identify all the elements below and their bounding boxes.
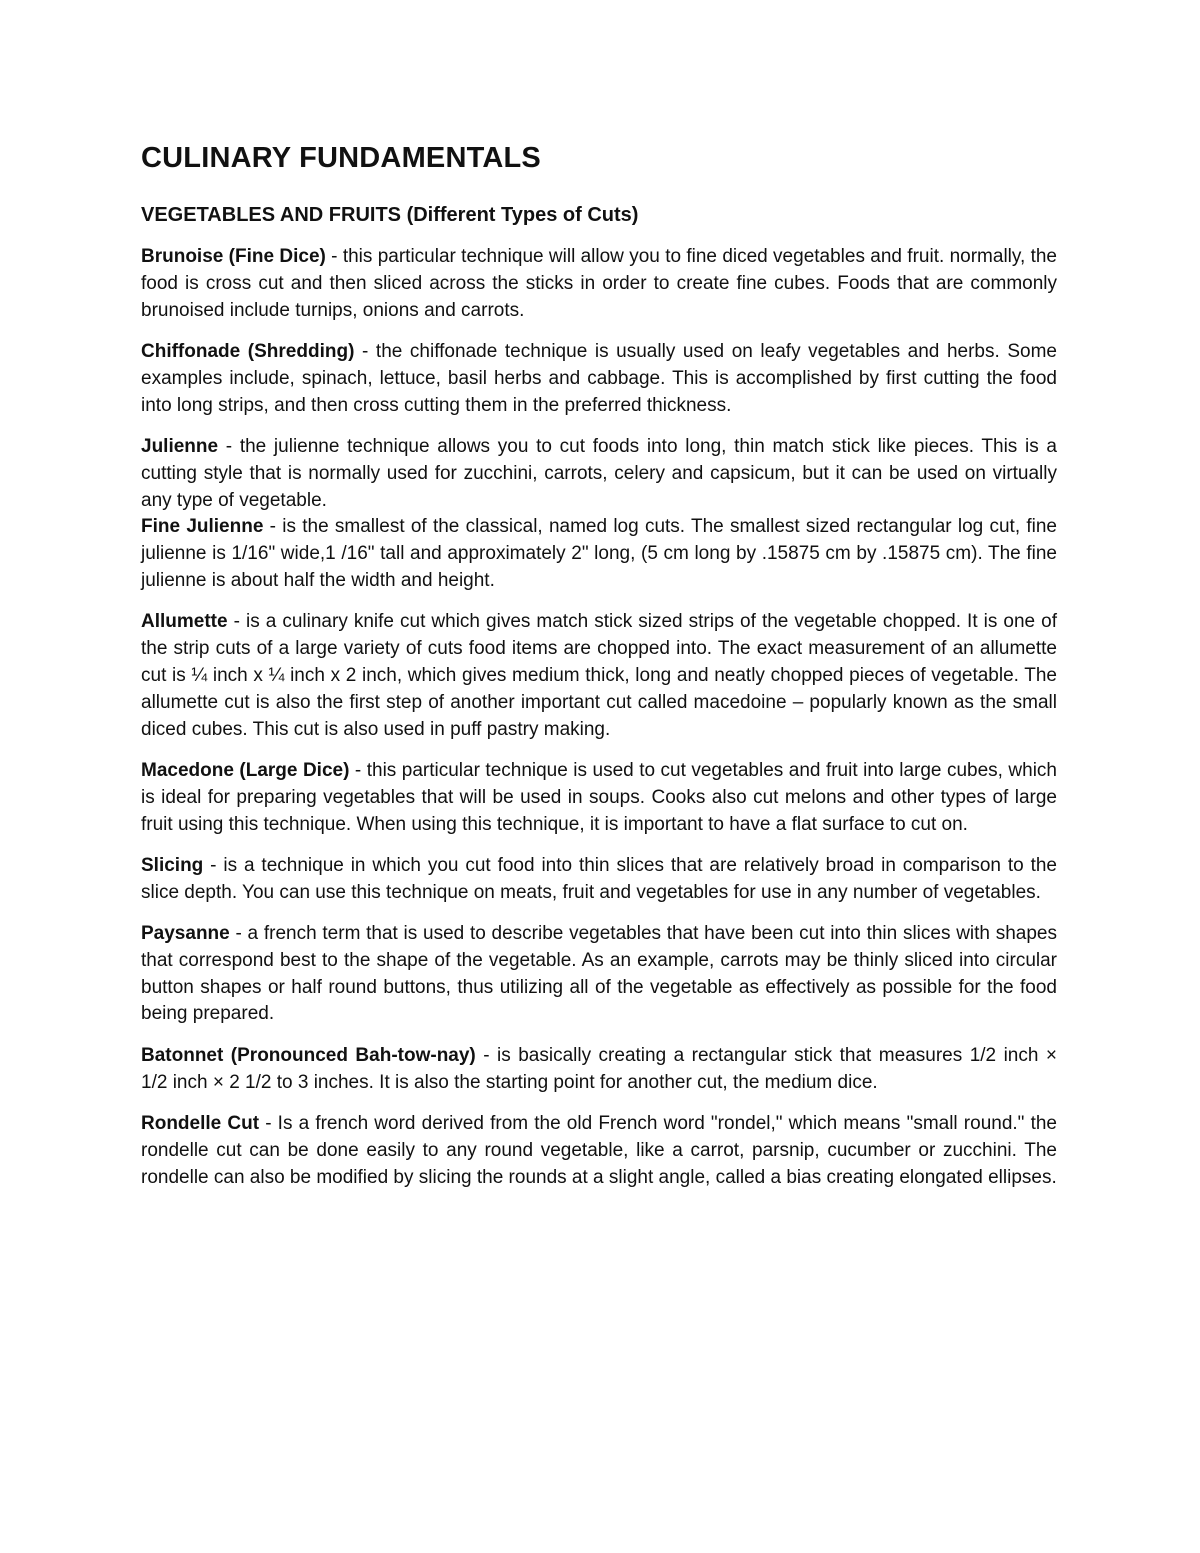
term: Rondelle Cut: [141, 1113, 260, 1135]
term: Batonnet (Pronounced Bah-tow-nay): [141, 1044, 476, 1066]
definition: - is basically creating a rectangular stick that measures 1/2 inch × 1/2 inch × 2 1/2 to 3 inches. It is also the starting point for another cut, the medium dice.: [141, 1044, 1057, 1093]
entry-paysanne: [141, 921, 1057, 1028]
definition: - Is a french word derived from the old French word "rondel," which means "small round." the rondelle cut can be done easily to any round vegetable, like a carrot, parsnip, cucumber or zucchini. The rondelle can also be modified by slicing the rounds at a slight angle, called a bias creating elongated ellipses.: [141, 1113, 1057, 1188]
term: Paysanne: [141, 923, 230, 945]
entry-macedone: [141, 758, 1057, 838]
entry-julienne: [141, 434, 1057, 514]
definition: - a french term that is used to describe vegetables that have been cut into thin slices with shapes that correspond best to the shape of the vegetable. As an example, carrots may be thinly sliced into circular button shapes or half round buttons, thus utilizing all of the vegetable as effectively as possible for the food being prepared.: [141, 923, 1057, 1025]
definition: - is the smallest of the classical, named log cuts. The smallest sized rectangular log cut, fine julienne is 1/16" wide,1 /16" tall and approximately 2" long, (5 cm long by .15875 cm by .15875 cm). The fine julienne is about half the width and height.: [141, 516, 1057, 591]
definition: - is a culinary knife cut which gives match stick sized strips of the vegetable chopped. It is one of the strip cuts of a large variety of cuts food items are chopped into. The exact measurement of an allumette cut is ¼ inch x ¼ inch x 2 inch, which gives medium thick, long and neatly chopped pieces of vegetable. The allumette cut is also the first step of another important cut called macedoine – popularly known as the small diced cubes. This cut is also used in puff pastry making.: [141, 611, 1057, 740]
entry-chiffonade: [141, 339, 1057, 419]
term: Chiffonade (Shredding): [141, 340, 355, 362]
entry-slicing: [141, 853, 1057, 907]
entry-batonnet: [141, 1043, 1057, 1097]
entry-fine-julienne: [141, 514, 1057, 594]
section-title: VEGETABLES AND FRUITS (Different Types of Cuts): [141, 204, 639, 226]
term: Macedone (Large Dice): [141, 759, 350, 781]
term: Julienne: [141, 435, 219, 457]
document-page: [141, 138, 1057, 1206]
term: Slicing: [141, 854, 204, 876]
term: Fine Julienne: [141, 516, 264, 538]
document-title: CULINARY FUNDAMENTALS: [141, 142, 541, 174]
term: Allumette: [141, 611, 228, 633]
definition: - this particular technique is used to cut vegetables and fruit into large cubes, which is ideal for preparing vegetables that will be used in soups. Cooks also cut melons and other types of large fruit using this technique. When using this technique, it is important to have a flat surface to cut on.: [141, 759, 1057, 835]
definition: - the chiffonade technique is usually used on leafy vegetables and herbs. Some examples include, spinach, lettuce, basil herbs and cabbage. This is accomplished by first cutting the food into long strips, and then cross cutting them in the preferred thickness.: [141, 340, 1057, 416]
entry-allumette: [141, 609, 1057, 743]
term: Brunoise (Fine Dice): [141, 246, 326, 267]
definition: - the julienne technique allows you to cut foods into long, thin match stick like pieces. This is a cutting style that is normally used for zucchini, carrots, celery and capsicum, but it can be used on virtually any type of vegetable.: [141, 435, 1057, 511]
definition: - this particular technique will allow you to fine diced vegetables and fruit. normally, the food is cross cut and then sliced across the sticks in order to create fine cubes. Foods that are commonly brunoised include turnips, onions and carrots.: [141, 246, 1057, 321]
entry-brunoise: [141, 244, 1057, 324]
definition: - is a technique in which you cut food into thin slices that are relatively broad in comparison to the slice depth. You can use this technique on meats, fruit and vegetables for use in any number of vegetables.: [141, 854, 1057, 903]
entry-rondelle: [141, 1111, 1057, 1191]
